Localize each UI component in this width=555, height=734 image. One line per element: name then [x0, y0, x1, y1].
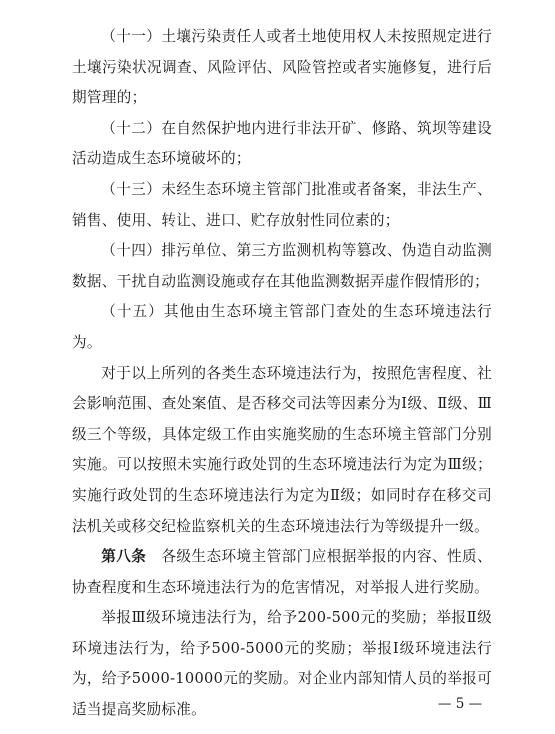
document-body — [72, 22, 492, 726]
reward-amounts-paragraph: 举报Ⅲ级环境违法行为，给予200-500元的奖励；举报Ⅱ级环境违法行为，给予500-5000元的奖励；举报Ⅰ级环境违法行为，给予5000-10000元的奖励。对企业内部知情人员的举报可适当提高奖励标准。 — [72, 609, 492, 719]
grading-paragraph: 对于以上所列的各类生态环境违法行为，按照危害程度、社会影响范围、查处案值、是否移交司法等因素分为Ⅰ级、Ⅱ级、Ⅲ级三个等级，具体定级工作由实施奖励的生态环境主管部门分别实施。可以按照未实施行政处罚的生态环境违法行为定为Ⅲ级；实施行政处罚的生态环境违法行为定为Ⅱ级；如同时存在移交司法机关或移交纪检监察机关的生态环境违法行为等级提升一级。 — [72, 364, 492, 535]
article-8-text: 各级生态环境主管部门应根据举报的内容、性质、协查程度和生态环境违法行为的危害情况，对举报人进行奖励。 — [72, 548, 492, 596]
clause-15: （十五）其他由生态环境主管部门查处的生态环境违法行为。 — [72, 303, 492, 351]
page-number: — 5 — — [437, 696, 483, 712]
clause-12: （十二）在自然保护地内进行非法开矿、修路、筑坝等建设活动造成生态环境破坏的； — [72, 119, 492, 168]
clause-13: （十三）未经生态环境主管部门批准或者备案，非法生产、销售、使用、转让、进口、贮存放射性同位素的； — [72, 180, 492, 229]
clause-11: （十一）土壤污染责任人或者土地使用权人未按照规定进行土壤污染状况调查、风险评估、风险管控或者实施修复，进行后期管理的； — [72, 28, 492, 107]
article-8-heading: 第八条 — [101, 548, 147, 566]
article-8-paragraph — [72, 542, 492, 603]
clause-14: （十四）排污单位、第三方监测机构等篡改、伪造自动监测数据、干扰自动监测设施或存在其他监测数据弄虚作假情形的； — [72, 242, 492, 290]
